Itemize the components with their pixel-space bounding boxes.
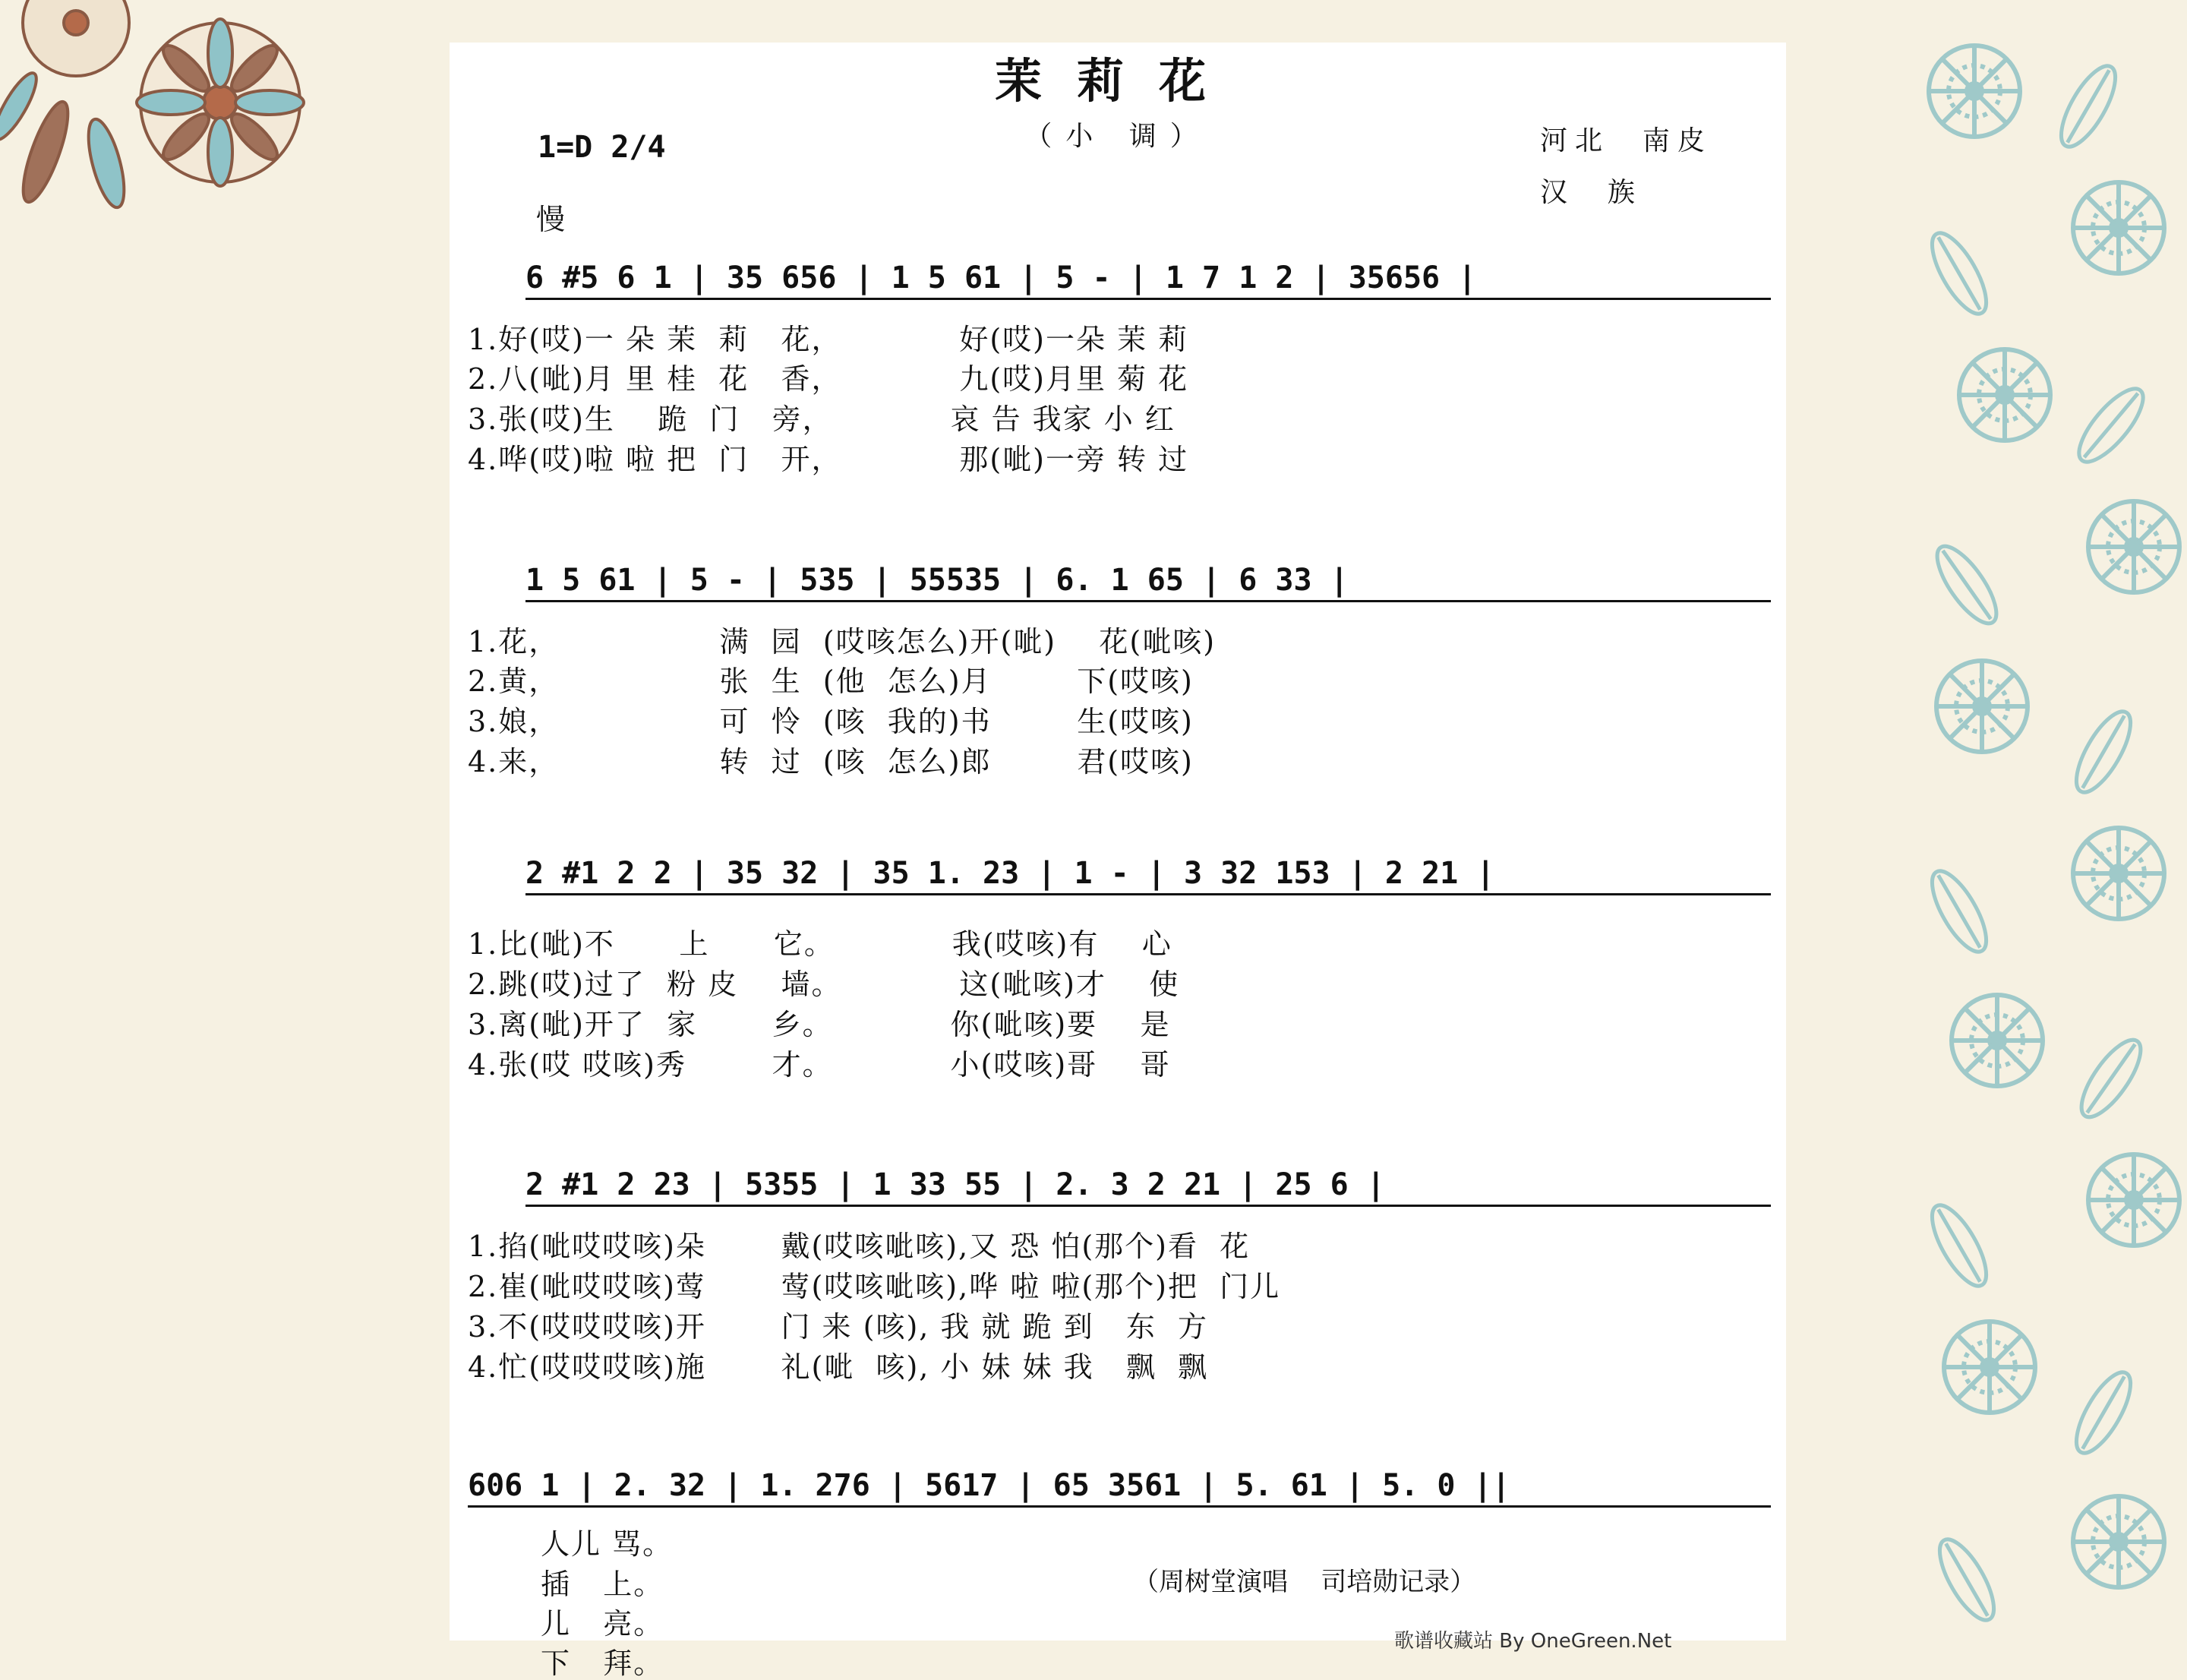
lyric-line: 4.张(哎 哎咳)秀 才。 小(哎咳)哥 哥	[468, 1048, 1171, 1082]
lyric-line: 2.崔(呲哎哎咳)莺 莺(哎咳呲咳),哗 啦 啦(那个)把 门儿	[468, 1270, 1281, 1303]
lyric-line: 下 拜。	[541, 1647, 664, 1680]
notation-line: 6 #5 6 1 | 35 656 | 1 5 61 | 5 - | 1 7 1 2 | 35656 |	[525, 263, 1771, 300]
lyric-line: 4.来， 转 过 (咳 怎么)郎 君(哎咳)	[468, 745, 1194, 778]
lyric-line: 4.忙(哎哎哎咳)施 礼(呲 咳), 小 妹 妹 我 飘 飘	[468, 1350, 1209, 1384]
lace-border-icon	[1914, 0, 2187, 1641]
lyric-line: 儿 亮。	[541, 1607, 664, 1641]
lyric-line: 1.比(呲)不 上 它。 我(哎咳)有 心	[468, 927, 1172, 961]
lyric-line: 人儿 骂。	[541, 1527, 674, 1561]
notation-line: 2 #1 2 23 | 5355 | 1 33 55 | 2. 3 2 21 | 25 6 |	[525, 1170, 1771, 1207]
lyric-line: 3.不(哎哎哎咳)开 门 来 (咳), 我 就 跪 到 东 方	[468, 1310, 1209, 1344]
lyric-line: 3.离(呲)开了 家 乡。 你(呲咳)要 是	[468, 1008, 1171, 1041]
region-label: 河北 南皮	[1540, 125, 1712, 156]
lyric-line: 1.好(哎)一 朵 茉 莉 花， 好(哎)一朵 茉 莉	[468, 323, 1189, 356]
key-signature: 1=D 2/4	[538, 130, 666, 165]
lyric-line: 2.黄， 张 生 (他 怎么)月 下(哎咳)	[468, 665, 1194, 698]
song-title: 茉莉花	[994, 53, 1241, 109]
notation-line: 606 1 | 2. 32 | 1. 276 | 5617 | 65 3561 | 5. 61 | 5. 0 ||	[468, 1470, 1771, 1508]
lyric-line: 4.哗(哎)啦 啦 把 门 开， 那(呲)一旁 转 过	[468, 443, 1189, 476]
notation-line: 1 5 61 | 5 - | 535 | 55535 | 6. 1 65 | 6 33 |	[525, 565, 1771, 602]
lyric-line: 1.花， 满 园 (哎咳怎么)开(呲) 花(呲咳)	[468, 625, 1217, 658]
lyric-line: 3.娘， 可 怜 (咳 我的)书 生(哎咳)	[468, 705, 1194, 738]
source-watermark: 歌谱收藏站 By OneGreen.Net	[1394, 1630, 1672, 1653]
tempo-marking: 慢	[536, 203, 566, 236]
lyric-line: 2.跳(哎)过了 粉 皮 墙。 这(呲咳)才 使	[468, 968, 1180, 1001]
lyric-line: 插 上。	[541, 1568, 664, 1601]
notation-line: 2 #1 2 2 | 35 32 | 35 1. 23 | 1 - | 3 32 153 | 2 21 |	[525, 858, 1771, 895]
performer-credit: （周树堂演唱 司培勋记录）	[1133, 1567, 1476, 1597]
lyric-line: 3.张(哎)生 跪 门 旁， 哀 告 我家 小 红	[468, 403, 1176, 436]
lyric-line: 2.八(呲)月 里 桂 花 香， 九(哎)月里 菊 花	[468, 362, 1189, 396]
sheet-music-page	[450, 43, 1786, 1680]
flower-decoration-icon	[0, 0, 334, 228]
song-subtitle: （小 调）	[1024, 121, 1211, 152]
ethnicity-label: 汉 族	[1540, 177, 1643, 208]
lyric-line: 1.掐(呲哎哎咳)朵 戴(哎咳呲咳),又 恐 怕(那个)看 花	[468, 1230, 1251, 1263]
